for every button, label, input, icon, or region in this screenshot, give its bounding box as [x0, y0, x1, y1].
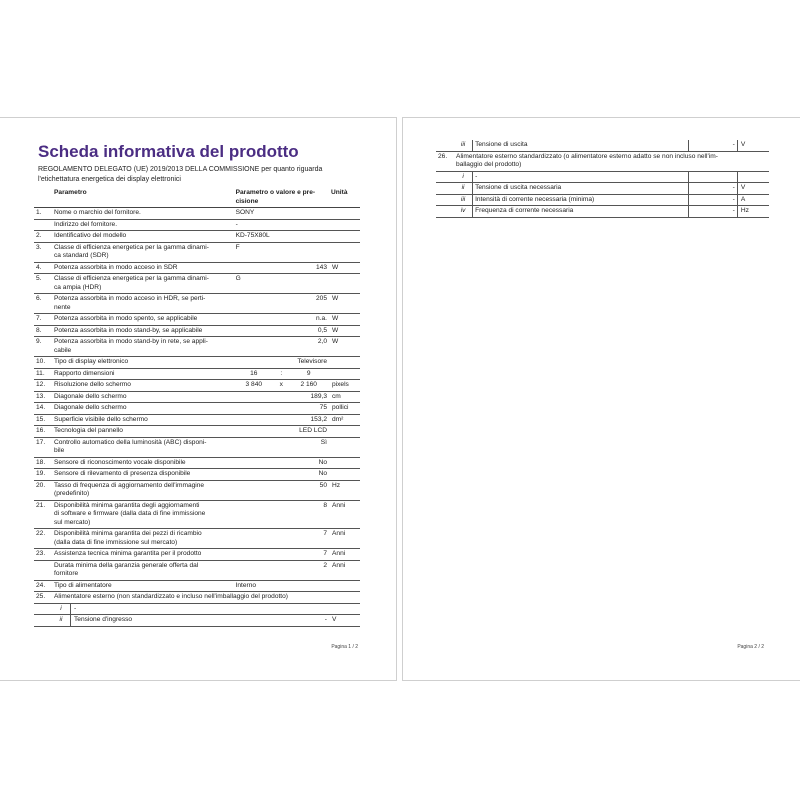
row-parameter: Tensione di uscita necessaria: [473, 183, 689, 195]
row-parameter: Tensione d'ingresso: [74, 616, 133, 623]
row-unit: [329, 426, 360, 438]
header-number: [34, 188, 52, 208]
row-unit: [329, 208, 360, 220]
row-value: 7: [234, 549, 329, 561]
table-row: [34, 325, 360, 337]
row-number: 22.: [34, 529, 52, 549]
row-unit: W: [329, 294, 360, 314]
row-unit: [329, 357, 360, 369]
row-parameter: Identificativo del modello: [52, 231, 234, 243]
row-number: 17.: [34, 437, 52, 457]
row-sub-index: ii: [52, 615, 71, 626]
table-row: [436, 151, 769, 171]
row-value: [234, 603, 329, 615]
row-parameter: Rapporto dimensioni: [52, 368, 234, 380]
row-value-b: 2 160: [288, 380, 329, 392]
table-row: [34, 480, 360, 500]
row-unit: Anni: [329, 500, 360, 529]
row-unit: [329, 219, 360, 231]
row-unit: W: [329, 262, 360, 274]
table-row: [34, 314, 360, 326]
table-row-sub: [436, 171, 769, 183]
row-number: 19.: [34, 469, 52, 481]
row-number: 9.: [34, 337, 52, 357]
row-value: 143: [234, 262, 329, 274]
row-value: 75: [234, 403, 329, 415]
row-number: 6.: [34, 294, 52, 314]
row-number: [34, 219, 52, 231]
row-value: Sì: [234, 437, 329, 457]
table-row: [34, 262, 360, 274]
table-row: [34, 294, 360, 314]
header-unit: Unità: [329, 188, 360, 208]
page-footer: Pagina 1 / 2: [331, 644, 358, 650]
row-value: Interno: [234, 580, 329, 592]
row-unit: [737, 171, 769, 183]
table-row: [34, 231, 360, 243]
row-parameter: Classe di efficienza energetica per la gamma dinami- ca ampia (HDR): [52, 274, 234, 294]
row-value: [688, 171, 737, 183]
row-unit: [329, 437, 360, 457]
row-unit: V: [737, 183, 769, 195]
table-row: [34, 500, 360, 529]
row-parameter: Assistenza tecnica minima garantita per il prodotto: [52, 549, 234, 561]
row-unit: Anni: [329, 529, 360, 549]
row-value: Televisore: [234, 357, 329, 369]
row-number: 21.: [34, 500, 52, 529]
header-value: Parametro o valore e pre- cisione: [234, 188, 329, 208]
row-number: [436, 183, 454, 195]
row-number: 25.: [34, 592, 52, 604]
row-parameter: Indirizzo del fornitore.: [52, 219, 234, 231]
row-value: -: [688, 140, 737, 151]
row-unit: A: [737, 194, 769, 206]
row-value: -: [688, 183, 737, 195]
row-value-sep: :: [274, 368, 288, 380]
row-unit: [329, 274, 360, 294]
row-unit: W: [329, 337, 360, 357]
row-number: 15.: [34, 414, 52, 426]
row-value: 50: [234, 480, 329, 500]
table-row-sub: [436, 183, 769, 195]
row-number: 7.: [34, 314, 52, 326]
row-sub-index: i: [454, 171, 473, 183]
row-number: 3.: [34, 242, 52, 262]
row-value-a: 16: [234, 368, 275, 380]
subtitle-line-1: REGOLAMENTO DELEGATO (UE) 2019/2013 DELLA COMMISSIONE per quanto riguarda: [38, 166, 323, 173]
table-row: [34, 219, 360, 231]
row-sub-index: iii: [454, 140, 473, 151]
table-row: [34, 274, 360, 294]
table-row: [34, 391, 360, 403]
row-parameter: Disponibilità minima garantita dei pezzi di ricambio (dalla data di fine immissione sul mercato): [52, 529, 234, 549]
table-row-sub: [436, 194, 769, 206]
row-parameter: -: [74, 604, 77, 612]
row-parameter: Controllo automatico della luminosità (ABC) disponi- bile: [52, 437, 234, 457]
row-parameter: Risoluzione dello schermo: [52, 380, 234, 392]
row-number: 13.: [34, 391, 52, 403]
row-value: LED LCD: [234, 426, 329, 438]
row-parameter: Tasso di frequenza di aggiornamento dell'immagine (predefinito): [52, 480, 234, 500]
row-sub-container: [52, 615, 234, 627]
row-number: [34, 615, 52, 627]
row-unit: Anni: [329, 549, 360, 561]
table-row: [34, 242, 360, 262]
row-value: 2,0: [234, 337, 329, 357]
row-number: [34, 603, 52, 615]
table-row-sub: [436, 140, 769, 151]
row-parameter: Classe di efficienza energetica per la gamma dinami- ca standard (SDR): [52, 242, 234, 262]
table-row: [34, 208, 360, 220]
table-row: [34, 469, 360, 481]
row-value-a: 3 840: [234, 380, 275, 392]
row-unit: cm: [329, 391, 360, 403]
page-title: Scheda informativa del prodotto: [38, 142, 299, 161]
row-parameter: Alimentatore esterno standardizzato (o alimentatore esterno adatto se non incluso nell'im- ballaggio del prodotto): [454, 151, 769, 171]
row-number: 26.: [436, 151, 454, 171]
table-row: [34, 403, 360, 415]
row-number: [436, 194, 454, 206]
row-value: No: [234, 469, 329, 481]
row-parameter: Potenza assorbita in modo acceso in HDR, se perti- nente: [52, 294, 234, 314]
table-row: [34, 357, 360, 369]
row-parameter: Potenza assorbita in modo acceso in SDR: [52, 262, 234, 274]
row-parameter: Diagonale dello schermo: [52, 391, 234, 403]
row-value: 0,5: [234, 325, 329, 337]
row-unit: V: [329, 615, 360, 627]
row-value: 2: [234, 560, 329, 580]
table-row: [34, 529, 360, 549]
row-number: [34, 560, 52, 580]
row-unit: [329, 231, 360, 243]
table-row: [34, 368, 360, 380]
row-unit: W: [329, 314, 360, 326]
table-row: [34, 380, 360, 392]
row-parameter: Superficie visibile dello schermo: [52, 414, 234, 426]
row-value: SONY: [234, 208, 329, 220]
row-sub-index: iv: [454, 206, 473, 218]
table-row-sub: [436, 206, 769, 218]
row-unit: [329, 457, 360, 469]
row-value: n.a.: [234, 314, 329, 326]
row-value: -: [688, 206, 737, 218]
table-row: [34, 337, 360, 357]
table-row: [34, 437, 360, 457]
row-number: 5.: [34, 274, 52, 294]
table-row: [34, 426, 360, 438]
row-number: [436, 140, 454, 151]
row-value: -: [234, 219, 329, 231]
row-parameter: Alimentatore esterno (non standardizzato e incluso nell'imballaggio del prodotto): [52, 592, 360, 604]
header-parameter: Parametro: [52, 188, 234, 208]
row-unit: Anni: [329, 560, 360, 580]
row-unit: V: [737, 140, 769, 151]
row-value: KD-75X80L: [234, 231, 329, 243]
regulation-subtitle: [38, 165, 338, 185]
row-parameter: Tecnologia del pannello: [52, 426, 234, 438]
row-value-b: 9: [288, 368, 329, 380]
row-value: 153,2: [234, 414, 329, 426]
row-unit: [329, 603, 360, 615]
document-page-2: [403, 118, 800, 680]
table-row: [34, 414, 360, 426]
row-value: 8: [234, 500, 329, 529]
row-sub-index: i: [52, 604, 71, 615]
row-value: -: [234, 615, 329, 627]
row-unit: pixels: [329, 380, 360, 392]
row-sub-index: ii: [454, 183, 473, 195]
row-number: 16.: [34, 426, 52, 438]
row-parameter: Durata minima della garanzia generale offerta dal fornitore: [52, 560, 234, 580]
row-parameter: Sensore di riconoscimento vocale disponibile: [52, 457, 234, 469]
row-parameter: Intensità di corrente necessaria (minima): [473, 194, 689, 206]
row-unit: dm²: [329, 414, 360, 426]
row-unit: Hz: [329, 480, 360, 500]
row-unit: pollici: [329, 403, 360, 415]
subtitle-line-2: l'etichettatura energetica dei display elettronici: [38, 176, 181, 183]
row-unit: Hz: [737, 206, 769, 218]
row-value: No: [234, 457, 329, 469]
row-value: G: [234, 274, 329, 294]
row-parameter: Potenza assorbita in modo stand-by, se applicabile: [52, 325, 234, 337]
page-footer: Pagina 2 / 2: [737, 644, 764, 650]
row-parameter: Potenza assorbita in modo spento, se applicabile: [52, 314, 234, 326]
row-parameter: Nome o marchio del fornitore.: [52, 208, 234, 220]
row-number: 1.: [34, 208, 52, 220]
row-parameter: -: [473, 171, 689, 183]
row-value: 205: [234, 294, 329, 314]
row-number: 4.: [34, 262, 52, 274]
row-value: 7: [234, 529, 329, 549]
table-row: [34, 592, 360, 604]
row-unit: [329, 242, 360, 262]
row-number: 23.: [34, 549, 52, 561]
row-number: 14.: [34, 403, 52, 415]
row-value: F: [234, 242, 329, 262]
row-unit: [329, 368, 360, 380]
row-parameter: Diagonale dello schermo: [52, 403, 234, 415]
product-info-table-continued: [436, 140, 769, 218]
table-row: [34, 560, 360, 580]
row-number: 8.: [34, 325, 52, 337]
row-sub-index: iii: [454, 194, 473, 206]
row-parameter: Tipo di display elettronico: [52, 357, 234, 369]
table-row: [34, 457, 360, 469]
row-unit: W: [329, 325, 360, 337]
row-parameter: Sensore di rilevamento di presenza disponibile: [52, 469, 234, 481]
row-value: -: [688, 194, 737, 206]
row-number: 11.: [34, 368, 52, 380]
table-row: [34, 549, 360, 561]
row-number: [436, 171, 454, 183]
row-sub-container: [52, 603, 234, 615]
row-value-sep: x: [274, 380, 288, 392]
row-unit: [329, 469, 360, 481]
row-parameter: Frequenza di corrente necessaria: [473, 206, 689, 218]
row-parameter: Tipo di alimentatore: [52, 580, 234, 592]
row-number: 18.: [34, 457, 52, 469]
product-info-table: [34, 188, 360, 627]
row-value: 189,3: [234, 391, 329, 403]
table-row: [34, 580, 360, 592]
row-number: 10.: [34, 357, 52, 369]
table-row-sub: [34, 615, 360, 627]
row-unit: [329, 580, 360, 592]
row-number: 20.: [34, 480, 52, 500]
row-number: 12.: [34, 380, 52, 392]
row-parameter: Disponibilità minima garantita degli aggiornamenti di software e firmware (dalla data di fine immissione sul mercato): [52, 500, 234, 529]
row-parameter: Potenza assorbita in modo stand-by in rete, se appli- cabile: [52, 337, 234, 357]
row-number: 24.: [34, 580, 52, 592]
row-number: [436, 206, 454, 218]
table-row-sub: [34, 603, 360, 615]
row-parameter: Tensione di uscita: [473, 140, 689, 151]
document-page-1: [0, 118, 396, 680]
row-number: 2.: [34, 231, 52, 243]
